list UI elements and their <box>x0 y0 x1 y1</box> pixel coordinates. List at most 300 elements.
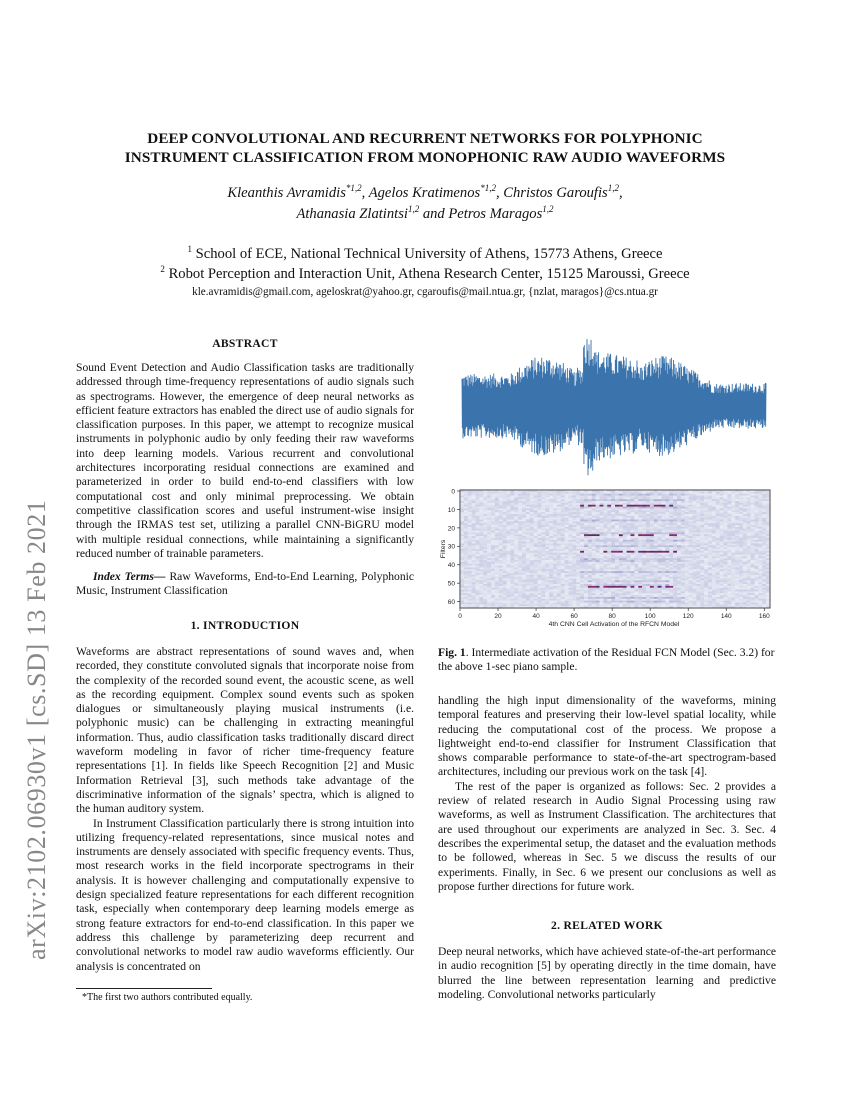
heatmap-cell <box>596 514 600 516</box>
heatmap-cell <box>646 553 650 555</box>
heatmap-cell <box>476 529 480 531</box>
heatmap-cell <box>561 547 565 549</box>
heatmap-cell <box>631 597 635 599</box>
heatmap-cell <box>743 577 747 579</box>
heatmap-cell <box>716 579 720 581</box>
heatmap-cell <box>541 595 545 597</box>
heatmap-cell <box>693 545 697 547</box>
heatmap-cell <box>654 567 658 569</box>
heatmap-cell <box>708 573 712 575</box>
heatmap-cell <box>479 580 483 582</box>
heatmap-cell <box>483 562 487 564</box>
heatmap-cell <box>565 545 569 547</box>
heatmap-cell <box>696 580 700 582</box>
author-name: Athanasia Zlatintsi <box>296 206 408 222</box>
heatmap-cell <box>534 597 538 599</box>
heatmap-cell <box>603 538 607 540</box>
heatmap-cell <box>743 499 747 501</box>
heatmap-cell <box>762 503 766 505</box>
heatmap-cell <box>696 543 700 545</box>
heatmap-cell <box>561 531 565 533</box>
heatmap-cell <box>673 569 677 571</box>
heatmap-cell <box>553 551 557 553</box>
heatmap-cell <box>464 575 468 577</box>
heatmap-cell <box>545 553 549 555</box>
heatmap-cell <box>534 508 538 510</box>
heatmap-cell <box>724 540 728 542</box>
heatmap-cell <box>685 551 689 553</box>
heatmap-cell <box>619 540 623 542</box>
heatmap-cell <box>549 560 553 562</box>
heatmap-cell <box>584 499 588 501</box>
heatmap-cell <box>530 494 534 496</box>
heatmap-cell <box>526 499 530 501</box>
heatmap-cell <box>739 494 743 496</box>
heatmap-cell <box>522 599 526 601</box>
heatmap-cell <box>650 497 654 499</box>
heatmap-cell <box>514 593 518 595</box>
heatmap-cell <box>681 508 685 510</box>
heatmap-cell <box>743 529 747 531</box>
heatmap-cell <box>572 532 576 534</box>
heatmap-cell <box>685 532 689 534</box>
heatmap-cell <box>724 501 728 503</box>
heatmap-cell <box>549 508 553 510</box>
heatmap-cell <box>499 543 503 545</box>
heatmap-cell <box>696 588 700 590</box>
heatmap-cell <box>623 497 627 499</box>
heatmap-cell <box>499 538 503 540</box>
heatmap-cell <box>673 555 677 557</box>
heatmap-cell <box>739 499 743 501</box>
heatmap-cell <box>600 545 604 547</box>
heatmap-cell <box>700 523 704 525</box>
heatmap-cell <box>693 521 697 523</box>
heatmap-cell <box>619 555 623 557</box>
heatmap-cell <box>755 503 759 505</box>
heatmap-cell <box>476 496 480 498</box>
heatmap-cell <box>487 553 491 555</box>
heatmap-cell <box>642 547 646 549</box>
heatmap-cell <box>731 567 735 569</box>
heatmap-cell <box>507 560 511 562</box>
heatmap-cell <box>565 599 569 601</box>
heatmap-cell <box>596 521 600 523</box>
heatmap-cell <box>685 553 689 555</box>
heatmap-cell <box>739 545 743 547</box>
heatmap-cell <box>631 567 635 569</box>
heatmap-cell <box>580 566 584 568</box>
heatmap-cell <box>662 497 666 499</box>
heatmap-cell <box>638 597 642 599</box>
heatmap-cell <box>677 501 681 503</box>
heatmap-cell <box>623 573 627 575</box>
heatmap-cell <box>507 518 511 520</box>
heatmap-cell <box>747 534 751 536</box>
heatmap-cell <box>681 521 685 523</box>
heatmap-cell <box>499 564 503 566</box>
heatmap-cell <box>758 601 762 603</box>
heatmap-cell <box>460 543 464 545</box>
heatmap-cell <box>472 556 476 558</box>
heatmap-cell <box>689 555 693 557</box>
heatmap-cell <box>545 503 549 505</box>
heatmap-cell <box>700 601 704 603</box>
heatmap-cell <box>514 579 518 581</box>
heatmap-cell <box>716 545 720 547</box>
heatmap-cell <box>735 553 739 555</box>
heatmap-cell <box>538 590 542 592</box>
heatmap-cell <box>762 527 766 529</box>
heatmap-cell <box>460 516 464 518</box>
heatmap-cell <box>507 551 511 553</box>
heatmap-cell <box>549 494 553 496</box>
heatmap-cell <box>491 540 495 542</box>
heatmap-cell <box>751 494 755 496</box>
heatmap-cell <box>731 575 735 577</box>
heatmap-cell <box>518 497 522 499</box>
heatmap-cell <box>654 579 658 581</box>
heatmap-cell <box>677 527 681 529</box>
heatmap-cell <box>631 527 635 529</box>
heatmap-cell <box>545 507 549 509</box>
heatmap-cell <box>534 520 538 522</box>
heatmap-cell <box>739 503 743 505</box>
heatmap-cell <box>495 520 499 522</box>
heatmap-cell <box>673 545 677 547</box>
heatmap-cell <box>731 538 735 540</box>
heatmap-cell <box>743 525 747 527</box>
title-line-1: DEEP CONVOLUTIONAL AND RECURRENT NETWORKS FOR POLYPHONIC <box>147 130 703 147</box>
heatmap-cell <box>762 545 766 547</box>
heatmap-cell <box>499 518 503 520</box>
heatmap-cell <box>561 593 565 595</box>
heatmap-cell <box>584 571 588 573</box>
heatmap-cell <box>607 501 611 503</box>
heatmap-cell <box>716 582 720 584</box>
heatmap-cell <box>514 542 518 544</box>
heatmap-cell <box>507 584 511 586</box>
heatmap-cell <box>673 494 677 496</box>
heatmap-cell <box>743 601 747 603</box>
heatmap-cell <box>569 566 573 568</box>
heatmap-cell <box>479 586 483 588</box>
heatmap-cell <box>592 549 596 551</box>
heatmap-cell <box>483 496 487 498</box>
heatmap-cell <box>658 514 662 516</box>
heatmap-cell <box>483 582 487 584</box>
heatmap-cell <box>627 545 631 547</box>
heatmap-cell <box>615 590 619 592</box>
heatmap-cell <box>545 529 549 531</box>
heatmap-cell <box>495 555 499 557</box>
heatmap-cell <box>468 545 472 547</box>
heatmap-cell <box>720 545 724 547</box>
heatmap-cell <box>724 569 728 571</box>
heatmap-cell <box>545 514 549 516</box>
heatmap-cell <box>561 602 565 604</box>
heatmap-cell <box>755 525 759 527</box>
heatmap-cell <box>658 558 662 560</box>
heatmap-cell <box>662 547 666 549</box>
heatmap-cell <box>549 536 553 538</box>
heatmap-cell <box>483 534 487 536</box>
heatmap-cell <box>503 577 507 579</box>
heatmap-cell <box>530 531 534 533</box>
heatmap-cell <box>708 551 712 553</box>
heatmap-cell <box>689 532 693 534</box>
heatmap-cell <box>731 510 735 512</box>
heatmap-cell <box>503 496 507 498</box>
heatmap-cell <box>724 551 728 553</box>
heatmap-cell <box>499 562 503 564</box>
heatmap-cell <box>495 602 499 604</box>
heatmap-cell <box>716 542 720 544</box>
heatmap-cell <box>739 597 743 599</box>
heatmap-cell <box>638 591 642 593</box>
heatmap-cell <box>724 518 728 520</box>
heatmap-cell <box>576 527 580 529</box>
heatmap-cell <box>634 551 638 553</box>
heatmap-cell <box>646 564 650 566</box>
heatmap-cell <box>499 547 503 549</box>
heatmap-cell <box>735 569 739 571</box>
heatmap-cell <box>538 521 542 523</box>
heatmap-cell <box>623 508 627 510</box>
heatmap-cell <box>603 560 607 562</box>
heatmap-cell <box>766 543 770 545</box>
heatmap-cell <box>712 521 716 523</box>
heatmap-cell <box>654 549 658 551</box>
heatmap-cell <box>724 507 728 509</box>
heatmap-cell <box>541 573 545 575</box>
heatmap-cell <box>689 508 693 510</box>
heatmap-cell <box>565 508 569 510</box>
heatmap-cell <box>611 564 615 566</box>
heatmap-cell <box>669 497 673 499</box>
abstract-heading: ABSTRACT <box>212 337 278 350</box>
heatmap-cell <box>716 501 720 503</box>
heatmap-cell <box>561 532 565 534</box>
heatmap-cell <box>700 496 704 498</box>
heatmap-cell <box>743 497 747 499</box>
heatmap-cell <box>611 591 615 593</box>
heatmap-cell <box>518 523 522 525</box>
heatmap-cell <box>479 540 483 542</box>
heatmap-cell <box>549 543 553 545</box>
heatmap-cell <box>607 590 611 592</box>
heatmap-cell <box>720 512 724 514</box>
heatmap-cell <box>638 547 642 549</box>
heatmap-cell <box>642 532 646 534</box>
heatmap-cell <box>638 580 642 582</box>
heatmap-cell <box>588 496 592 498</box>
heatmap-cell <box>522 503 526 505</box>
heatmap-cell <box>545 571 549 573</box>
heatmap-cell <box>677 601 681 603</box>
heatmap-cell <box>716 595 720 597</box>
heatmap-cell <box>751 591 755 593</box>
heatmap-cell <box>712 518 716 520</box>
heatmap-cell <box>696 566 700 568</box>
heatmap-cell <box>658 601 662 603</box>
heatmap-cell <box>669 503 673 505</box>
heatmap-cell <box>561 543 565 545</box>
heatmap-cell <box>716 555 720 557</box>
heatmap-cell <box>712 558 716 560</box>
heatmap-cell <box>716 499 720 501</box>
heatmap-cell <box>518 507 522 509</box>
heatmap-cell <box>476 512 480 514</box>
heatmap-cell <box>654 518 658 520</box>
heatmap-cell <box>751 555 755 557</box>
heatmap-cell <box>460 597 464 599</box>
heatmap-cell <box>514 503 518 505</box>
heatmap-cell <box>603 562 607 564</box>
heatmap-cell <box>553 560 557 562</box>
heatmap-cell <box>638 558 642 560</box>
heatmap-cell <box>596 553 600 555</box>
heatmap-cell <box>557 577 561 579</box>
heatmap-cell <box>693 538 697 540</box>
heatmap-cell <box>708 584 712 586</box>
heatmap-cell <box>557 601 561 603</box>
heatmap-cell <box>751 497 755 499</box>
heatmap-cell <box>549 602 553 604</box>
heatmap-cell <box>712 529 716 531</box>
heatmap-cell <box>495 599 499 601</box>
heatmap-cell <box>495 558 499 560</box>
heatmap-cell <box>460 569 464 571</box>
heatmap-cell <box>499 532 503 534</box>
heatmap-cell <box>472 593 476 595</box>
heatmap-cell <box>638 601 642 603</box>
heatmap-cell <box>665 580 669 582</box>
heatmap-cell <box>646 529 650 531</box>
heatmap-cell <box>627 501 631 503</box>
heatmap-cell <box>557 497 561 499</box>
heatmap-cell <box>751 560 755 562</box>
heatmap-cell <box>580 523 584 525</box>
heatmap-cell <box>565 492 569 494</box>
heatmap-cell <box>611 558 615 560</box>
heatmap-cell <box>514 527 518 529</box>
heatmap-cell <box>615 555 619 557</box>
heatmap-cell <box>499 525 503 527</box>
heatmap-cell <box>634 536 638 538</box>
heatmap-cell <box>596 525 600 527</box>
heatmap-cell <box>561 590 565 592</box>
heatmap-cell <box>747 501 751 503</box>
heatmap-cell <box>665 573 669 575</box>
heatmap-cell <box>557 505 561 507</box>
heatmap-cell <box>615 582 619 584</box>
heatmap-cell <box>569 575 573 577</box>
heatmap-cell <box>565 540 569 542</box>
heatmap-cell <box>549 512 553 514</box>
heatmap-cell <box>755 564 759 566</box>
heatmap-cell <box>766 569 770 571</box>
heatmap-cell <box>588 536 592 538</box>
heatmap-cell <box>596 512 600 514</box>
heatmap-cell <box>514 505 518 507</box>
heatmap-cell <box>518 527 522 529</box>
heatmap-cell <box>638 590 642 592</box>
heatmap-cell <box>623 549 627 551</box>
heatmap-cell <box>693 536 697 538</box>
heatmap-cell <box>623 545 627 547</box>
heatmap-cell <box>541 575 545 577</box>
heatmap-cell <box>634 508 638 510</box>
heatmap-cell <box>491 562 495 564</box>
heatmap-cell <box>514 597 518 599</box>
heatmap-cell <box>534 536 538 538</box>
heatmap-cell <box>627 508 631 510</box>
heatmap-cell <box>600 534 604 536</box>
heatmap-cell <box>526 521 530 523</box>
heatmap-cell <box>673 518 677 520</box>
heatmap-cell <box>468 516 472 518</box>
heatmap-cell <box>592 564 596 566</box>
heatmap-cell <box>596 571 600 573</box>
heatmap-cell <box>642 575 646 577</box>
heatmap-cell <box>669 549 673 551</box>
heatmap-cell <box>499 545 503 547</box>
heatmap-cell <box>708 590 712 592</box>
heatmap-cell <box>685 497 689 499</box>
heatmap-cell <box>755 527 759 529</box>
heatmap-cell <box>623 538 627 540</box>
heatmap-cell <box>677 571 681 573</box>
heatmap-cell <box>681 560 685 562</box>
heatmap-cell <box>596 556 600 558</box>
heatmap-cell <box>561 599 565 601</box>
heatmap-cell <box>762 599 766 601</box>
heatmap-cell <box>662 595 666 597</box>
heatmap-cell <box>557 494 561 496</box>
heatmap-cell <box>638 540 642 542</box>
heatmap-cell <box>708 558 712 560</box>
heatmap-cell <box>487 497 491 499</box>
heatmap-cell <box>716 520 720 522</box>
heatmap-cell <box>720 540 724 542</box>
heatmap-cell <box>677 538 681 540</box>
heatmap-cell <box>700 540 704 542</box>
heatmap-cell <box>588 579 592 581</box>
heatmap-cell <box>669 577 673 579</box>
heatmap-cell <box>495 503 499 505</box>
heatmap-cell <box>658 507 662 509</box>
heatmap-cell <box>708 508 712 510</box>
heatmap-cell <box>747 579 751 581</box>
heatmap-cell <box>716 536 720 538</box>
heatmap-cell <box>557 532 561 534</box>
heatmap-cell <box>476 510 480 512</box>
heatmap-cell <box>526 575 530 577</box>
heatmap-cell <box>693 531 697 533</box>
heatmap-cell <box>619 556 623 558</box>
heatmap-cell <box>654 538 658 540</box>
heatmap-cell <box>662 518 666 520</box>
heatmap-cell <box>673 503 677 505</box>
heatmap-cell <box>693 556 697 558</box>
heatmap-cell <box>708 529 712 531</box>
heatmap-cell <box>708 562 712 564</box>
heatmap-cell <box>650 540 654 542</box>
heatmap-cell <box>681 580 685 582</box>
heatmap-cell <box>518 602 522 604</box>
heatmap-cell <box>592 501 596 503</box>
